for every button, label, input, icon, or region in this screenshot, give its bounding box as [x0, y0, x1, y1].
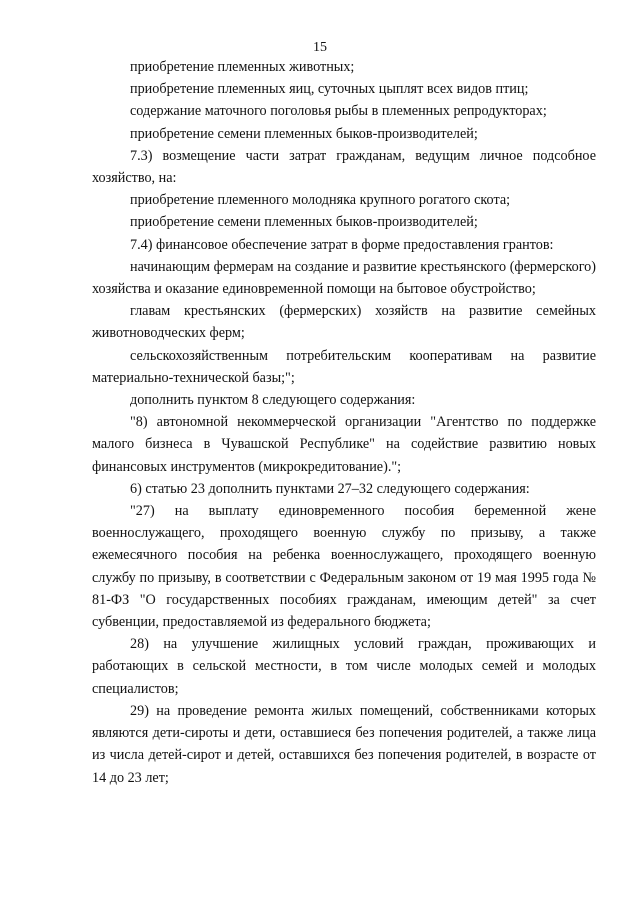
paragraph: приобретение семени племенных быков-производителей;	[130, 125, 478, 142]
paragraph: 28) на улучшение жилищных условий граждан, проживающих и работающих в сельской местности, в том числе молодых семей и молодых специалистов;	[92, 636, 596, 697]
paragraph: 7.4) финансовое обеспечение затрат в форме предоставления грантов:	[130, 236, 554, 253]
paragraph: начинающим фермерам на создание и развитие крестьянского (фермерского) хозяйства и оказание единовременной помощи на бытовое обустройство;	[92, 258, 596, 298]
paragraph: приобретение семени племенных быков-производителей;	[130, 214, 478, 231]
paragraph: главам крестьянских (фермерских) хозяйств на развитие семейных животноводческих ферм;	[92, 303, 596, 342]
paragraph: 29) на проведение ремонта жилых помещений, собственниками которых являются дети-сироты и дети, оставшиеся без попечения родителей, а также лица из числа детей-сирот и детей, оставшихся без попечения родителей, в возрасте от 14 до 23 лет;	[92, 702, 596, 786]
page-number: 15	[313, 40, 327, 55]
paragraph: 7.3) возмещение части затрат гражданам, ведущим личное подсобное хозяйство, на:	[92, 147, 596, 187]
paragraph: "27) на выплату единовременного пособия беременной жене военнослужащего, проходящего военную службу по призыву, а также ежемесячного пособия на ребенка военнослужащего, проходящего военную службу по призыву, в соответствии с Федеральным законом от 19 мая 1995 года № 81-ФЗ "О государственных пособиях гражданам, имеющим детей" за счет субвенции, предоставляемой из федерального бюджета;	[92, 503, 596, 631]
paragraph: дополнить пунктом 8 следующего содержания:	[130, 392, 416, 409]
paragraph: 6) статью 23 дополнить пунктами 27–32 следующего содержания:	[130, 480, 530, 497]
paragraph: приобретение племенных животных;	[130, 59, 355, 75]
paragraph: содержание маточного поголовья рыбы в племенных репродукторах;	[130, 103, 547, 120]
paragraph: "8) автономной некоммерческой организации "Агентство по поддержке малого бизнеса в Чувашской Республике" на содействие развитию новых финансовых инструментов (микрокредитование).";	[92, 414, 596, 475]
document-body	[92, 56, 596, 789]
paragraph: приобретение племенных яиц, суточных цыплят всех видов птиц;	[130, 81, 529, 98]
paragraph: приобретение племенного молодняка крупного рогатого скота;	[130, 192, 511, 209]
paragraph: сельскохозяйственным потребительским кооперативам на развитие материально-технической базы;";	[92, 347, 596, 386]
